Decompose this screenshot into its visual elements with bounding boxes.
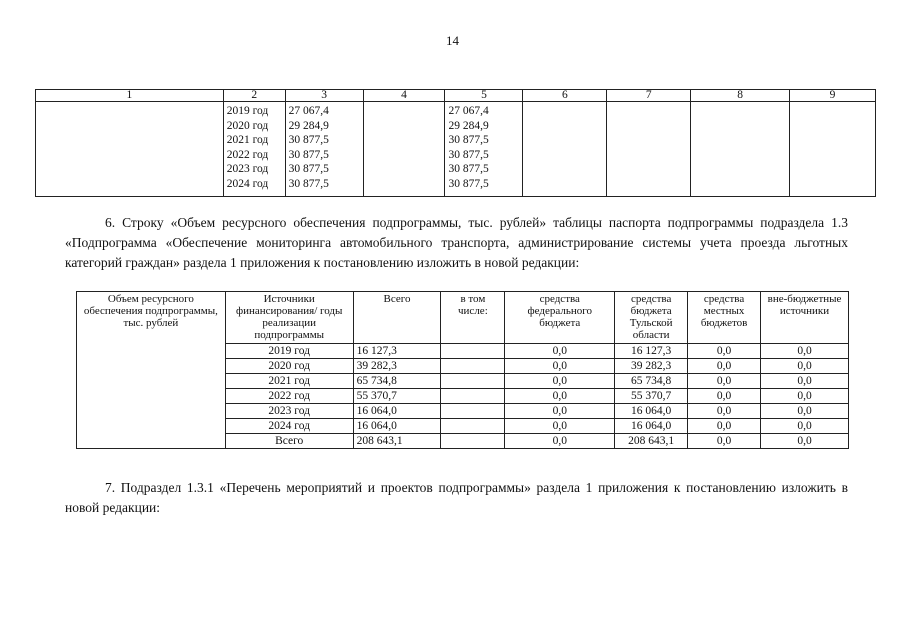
local-value: 0,0	[688, 359, 761, 374]
regional-value: 55 370,7	[615, 389, 688, 404]
table-row	[36, 102, 876, 197]
empty-cell	[363, 102, 445, 197]
value: 29 284,9	[288, 119, 329, 132]
local-value: 0,0	[688, 419, 761, 434]
extra-value: 0,0	[761, 344, 849, 359]
paragraph-6-text: 6. Строку «Объем ресурсного обеспечения подпрограммы, тыс. рублей» таблицы паспорта подпрограммы подраздела 1.3 «Подпрограмма «Обеспечение мониторинга автомобильного транспорта, администрирование системы учета проезда льготных категорий граждан» раздела 1 приложения к постановлению изложить в новой редакции:	[65, 215, 848, 270]
federal-value: 0,0	[505, 419, 615, 434]
column-number: 6	[523, 90, 607, 102]
value: 30 877,5	[448, 163, 489, 176]
total-value: 16 064,0	[353, 419, 441, 434]
header-total: Всего	[353, 292, 441, 344]
regional-value: 65 734,8	[615, 374, 688, 389]
total-value: 39 282,3	[353, 359, 441, 374]
empty-cell	[607, 102, 691, 197]
column-number: 9	[790, 90, 876, 102]
federal-value: 0,0	[505, 389, 615, 404]
column-number: 1	[36, 90, 224, 102]
extra-value: 0,0	[761, 434, 849, 449]
resource-table	[76, 291, 849, 449]
extra-value: 0,0	[761, 404, 849, 419]
empty-cell	[790, 102, 876, 197]
extra-value: 0,0	[761, 359, 849, 374]
year-label: 2023 год	[226, 163, 269, 176]
total-value: 16 064,0	[353, 404, 441, 419]
header-incl: в том числе:	[441, 292, 505, 344]
value: 27 067,4	[448, 105, 489, 117]
year-label: 2024 год	[226, 177, 269, 190]
header-sources: Источники финансирования/ годы реализации подпрограммы	[225, 292, 353, 344]
federal-value: 0,0	[505, 359, 615, 374]
extra-value: 0,0	[761, 419, 849, 434]
col3-values	[285, 102, 363, 197]
federal-value: 0,0	[505, 434, 615, 449]
value: 27 067,4	[288, 105, 329, 117]
table-header-row	[77, 292, 849, 344]
column-number: 7	[607, 90, 691, 102]
regional-value: 208 643,1	[615, 434, 688, 449]
header-extra: вне-бюджетные источники	[761, 292, 849, 344]
continued-table	[35, 89, 876, 197]
federal-value: 0,0	[505, 374, 615, 389]
column-number: 2	[223, 90, 285, 102]
federal-value: 0,0	[505, 344, 615, 359]
value: 29 284,9	[448, 119, 489, 132]
federal-value: 0,0	[505, 404, 615, 419]
total-value: 16 127,3	[353, 344, 441, 359]
regional-value: 16 064,0	[615, 404, 688, 419]
year-label: 2024 год	[225, 419, 353, 434]
extra-value: 0,0	[761, 389, 849, 404]
row-label-cell: Объем ресурсного обеспечения подпрограммы, тыс. рублей	[77, 292, 226, 449]
incl-cell	[441, 359, 505, 374]
years-cell	[223, 102, 285, 197]
incl-cell	[441, 374, 505, 389]
paragraph-7-text: 7. Подраздел 1.3.1 «Перечень мероприятий и проектов подпрограммы» раздела 1 приложения к постановлению изложить в новой редакции:	[65, 480, 848, 515]
incl-cell	[441, 419, 505, 434]
year-label: 2021 год	[226, 134, 269, 147]
value: 30 877,5	[288, 177, 329, 190]
year-label: 2022 год	[226, 148, 269, 161]
empty-cell	[691, 102, 790, 197]
regional-value: 16 127,3	[615, 344, 688, 359]
local-value: 0,0	[688, 389, 761, 404]
empty-cell	[523, 102, 607, 197]
table-header-row	[36, 90, 876, 102]
year-label: 2019 год	[225, 344, 353, 359]
extra-value: 0,0	[761, 374, 849, 389]
total-value: 208 643,1	[353, 434, 441, 449]
local-value: 0,0	[688, 404, 761, 419]
header-regional: средства бюджета Тульской области	[615, 292, 688, 344]
column-number: 8	[691, 90, 790, 102]
value: 30 877,5	[288, 163, 329, 176]
column-number: 4	[363, 90, 445, 102]
year-label: 2019 год	[226, 105, 269, 117]
local-value: 0,0	[688, 374, 761, 389]
total-label: Всего	[225, 434, 353, 449]
total-value: 65 734,8	[353, 374, 441, 389]
year-label: 2022 год	[225, 389, 353, 404]
column-number: 3	[285, 90, 363, 102]
empty-cell	[36, 102, 224, 197]
value: 30 877,5	[448, 148, 489, 161]
incl-cell	[441, 404, 505, 419]
year-label: 2023 год	[225, 404, 353, 419]
value: 30 877,5	[448, 134, 489, 147]
regional-value: 16 064,0	[615, 419, 688, 434]
page-number: 14	[446, 33, 459, 48]
total-value: 55 370,7	[353, 389, 441, 404]
header-local: средства местных бюджетов	[688, 292, 761, 344]
incl-cell	[441, 344, 505, 359]
year-label: 2020 год	[226, 119, 269, 132]
value: 30 877,5	[288, 148, 329, 161]
paragraph-6	[65, 213, 848, 273]
value: 30 877,5	[448, 177, 489, 190]
column-number: 5	[445, 90, 523, 102]
year-label: 2021 год	[225, 374, 353, 389]
col5-values	[445, 102, 523, 197]
regional-value: 39 282,3	[615, 359, 688, 374]
incl-cell	[441, 434, 505, 449]
value: 30 877,5	[288, 134, 329, 147]
header-federal: средства федерального бюджета	[505, 292, 615, 344]
local-value: 0,0	[688, 344, 761, 359]
year-label: 2020 год	[225, 359, 353, 374]
paragraph-7	[65, 478, 848, 518]
incl-cell	[441, 389, 505, 404]
local-value: 0,0	[688, 434, 761, 449]
